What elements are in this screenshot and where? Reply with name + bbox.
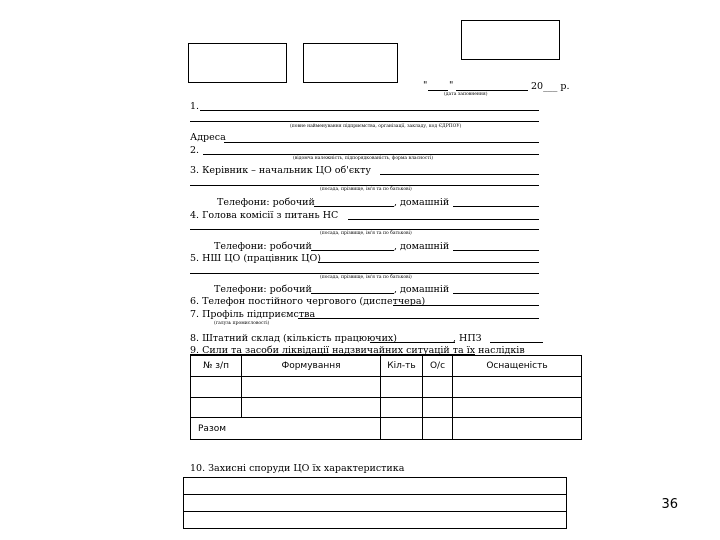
table-cell[interactable] (380, 397, 423, 418)
shelter-right-border (566, 478, 567, 529)
shelter-line (183, 477, 567, 478)
date-quote-open: " (423, 80, 428, 91)
field-2-line[interactable] (203, 154, 539, 155)
date-caption: (дата заповнення) (444, 92, 488, 97)
field-6-label: 6. Телефон постійного чергового (диспетчера) (190, 296, 426, 307)
table-total-text: Разом (198, 423, 227, 434)
stamp-box-middle (303, 43, 398, 83)
table-cell[interactable] (422, 376, 453, 398)
field-5-label: 5. НШ ЦО (працівник ЦО) (190, 253, 322, 264)
table-cell[interactable] (190, 376, 242, 398)
field-1-label: 1. (190, 101, 200, 112)
date-year: 20___ р. (531, 81, 570, 92)
field-3-phone-home-label: , домашній (394, 197, 450, 208)
shelter-line (183, 511, 567, 512)
address-label: Адреса (190, 132, 226, 143)
field-5-phone-home-line[interactable] (453, 293, 539, 294)
field-2-caption: (відомча належність, підпорядкованість, форма власності) (293, 156, 434, 161)
field-8-npz-line[interactable] (490, 342, 543, 343)
field-3-phone-work-label: Телефони: робочий (217, 197, 315, 208)
shelter-line (183, 528, 567, 529)
table-cell[interactable] (380, 417, 423, 440)
page-number: 36 (661, 497, 678, 512)
field-3-line-2[interactable] (190, 185, 539, 186)
table-cell[interactable] (241, 376, 381, 398)
field-4-phone-home-label: , домашній (394, 241, 450, 252)
field-4-label: 4. Голова комісії з питань НС (190, 210, 339, 221)
field-4-line[interactable] (348, 219, 539, 220)
date-day-line (428, 90, 448, 91)
field-8-staff-line[interactable] (370, 342, 455, 343)
table-cell[interactable] (380, 376, 423, 398)
field-3-line[interactable] (380, 174, 539, 175)
field-5-phone-work-line[interactable] (311, 293, 394, 294)
table-cell[interactable] (452, 397, 582, 418)
table-header-formation: Формування (241, 355, 381, 377)
field-6-line[interactable] (393, 305, 539, 306)
table-cell[interactable] (452, 376, 582, 398)
table-cell[interactable] (241, 397, 381, 418)
shelter-line (183, 494, 567, 495)
field-2-label: 2. (190, 145, 200, 156)
field-1-line[interactable] (200, 110, 539, 111)
table-cell[interactable] (190, 397, 242, 418)
field-8-label: 8. Штатний склад (кількість працюючих) (190, 333, 397, 344)
table-header-number: № з/п (190, 355, 242, 377)
field-8-npz-label: , НПЗ (453, 333, 482, 344)
field-5-phone-work-label: Телефони: робочий (214, 284, 312, 295)
field-10-label: 10. Захисні споруди ЦО їх характеристика (190, 463, 405, 474)
date-quote-close: " (449, 80, 454, 91)
field-7-line[interactable] (298, 318, 539, 319)
stamp-box-right (461, 20, 560, 60)
field-3-label: 3. Керівник – начальник ЦО об'єкту (190, 165, 371, 176)
field-4-phone-work-label: Телефони: робочий (214, 241, 312, 252)
field-5-line-2[interactable] (190, 273, 539, 274)
field-4-line-2[interactable] (190, 229, 539, 230)
address-line[interactable] (224, 142, 539, 143)
field-5-caption: (посада, прізвище, ім'я та по батькові) (320, 275, 412, 280)
field-5-phone-home-label: , домашній (394, 284, 450, 295)
date-month-line (456, 90, 528, 91)
table-cell[interactable] (422, 397, 453, 418)
field-5-line[interactable] (318, 262, 539, 263)
table-total-label (190, 417, 381, 440)
field-4-phone-work-line[interactable] (311, 250, 394, 251)
field-3-phone-work-line[interactable] (314, 206, 394, 207)
field-4-caption: (посада, прізвище, ім'я та по батькові) (320, 231, 412, 236)
field-3-phone-home-line[interactable] (453, 206, 539, 207)
field-7-label: 7. Профіль підприємства (190, 309, 316, 320)
field-1-line-2[interactable] (190, 121, 539, 122)
table-cell[interactable] (452, 417, 582, 440)
field-9-label: 9. Сили та засоби ліквідації надзвичайних ситуацій та їх наслідків (190, 345, 525, 356)
field-3-caption: (посада, прізвище, ім'я та по батькові) (320, 187, 412, 192)
stamp-box-left (188, 43, 287, 83)
shelter-left-border (183, 478, 184, 529)
table-header-equipment: Оснащеність (452, 355, 582, 377)
table-cell[interactable] (422, 417, 453, 440)
field-1-caption: (повне найменування підприємства, організації, закладу, код ЄДРПОУ) (290, 124, 462, 129)
table-header-personnel: О/с (422, 355, 453, 377)
field-4-phone-home-line[interactable] (453, 250, 539, 251)
field-7-caption: (галузь промисловості) (214, 321, 270, 326)
table-header-count: Кіл-ть (380, 355, 423, 377)
